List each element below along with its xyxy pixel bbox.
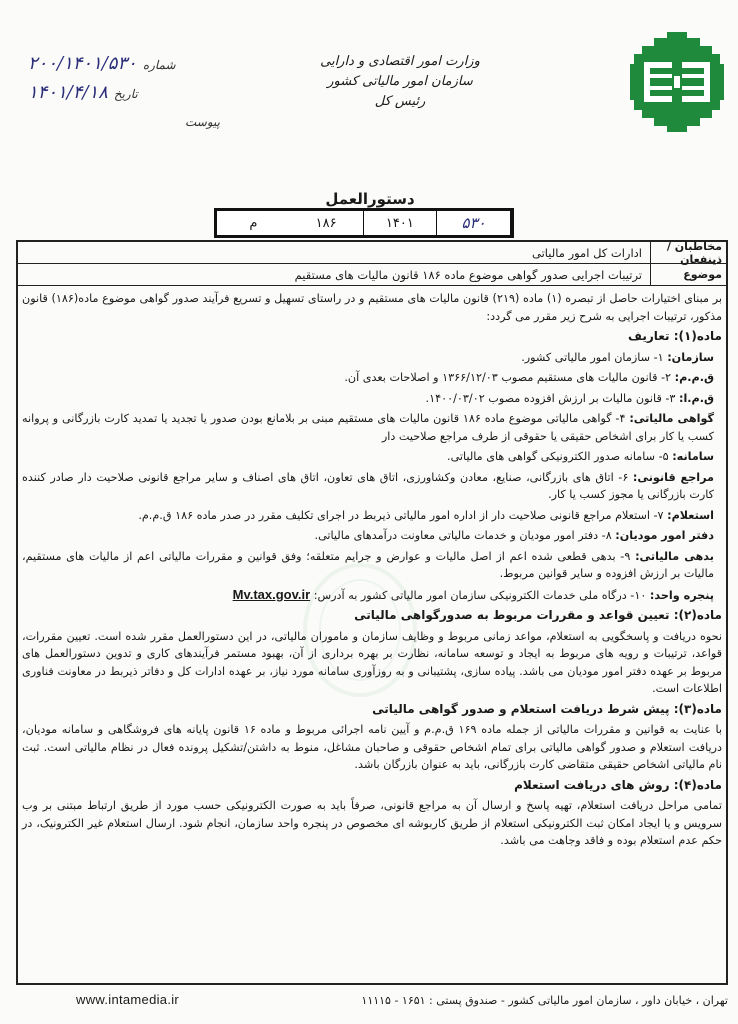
definition-term: ق.م.م: [674,371,714,384]
ministry-name: وزارت امور اقتصادی و دارایی [320,54,480,69]
definition-text: ۵- سامانه صدور الکترونیکی گواهی های مالیاتی. [447,450,669,463]
watermark-seal [300,560,420,700]
article-3-text: با عنایت به قوانین و مقررات مالیاتی از جمله ماده ۱۶۹ ق.م.م و آیین نامه اجرائی مربوط و ماده ۱۶ قانون پایانه های فروشگاهی و سامانه مودیان، دریافت استعلام و صدور گواهی مالیاتی برای تمام اشخاص حقوقی و صاحبان مشاغل، منوط به داشتن/تشکیل پرونده فعال در نظام مالیاتی است. ثبت نام مالیاتی اشخاص حقیقی متقاضی کارت بازرگانی، باید به عنوان بازرگان باشد. [22,723,723,771]
definition-item [22,349,722,367]
audience-label: مخاطبان / ذینفعان [650,242,728,263]
document-title: دستورالعمل [325,190,415,208]
date-value: ۱۴۰۱/۴/۱۸ [28,82,108,103]
ministry-header [300,52,500,112]
definition-item [22,469,722,504]
number-label: شماره [142,58,176,72]
definition-item [22,369,722,387]
definition-text: ۱۰- درگاه ملی خدمات الکترونیکی سازمان امور مالیاتی کشور به آدرس: [313,588,647,602]
definition-term: سامانه: [672,450,714,463]
definition-term: بدهی مالیاتی: [635,549,714,563]
subject-value: ترتیبات اجرایی صدور گواهی موضوع ماده ۱۸۶ قانون مالیات های مستقیم [294,267,642,282]
definition-term: مراجع قانونی: [632,470,714,484]
definition-text: ۸- دفتر امور مودیان و خدمات مالیاتی معاونت درآمدهای مالیاتی. [314,529,612,542]
article-2-heading: ماده(۲): تعیین قواعد و مقررات مربوط به صدورگواهی مالیاتی [354,608,722,622]
subject-row [16,264,728,286]
website-link[interactable]: www.intamedia.ir [76,992,180,1007]
audience-row [16,239,728,266]
definition-term: گواهی مالیاتی: [629,412,714,425]
definition-item [22,448,722,466]
postal-address: تهران ، خیابان داور ، سازمان امور مالیاتی کشور - صندوق پستی : ۱۶۵۱ - ۱۱۱۱۵ [361,994,728,1007]
definition-term: سازمان: [667,350,714,364]
definition-term: ق.م.ا: [678,391,714,405]
position-title: رئیس کل [374,94,426,109]
tax-organization-logo [630,32,724,132]
definition-term: استعلام: [667,508,714,522]
date-label: تاریخ [113,87,138,101]
strip-cell: ۱۴۰۱ [364,211,438,235]
definition-term: دفتر امور مودیان: [615,529,714,542]
intro-paragraph: بر مبنای اختیارات حاصل از تبصره (۱) ماده (۲۱۹) قانون مالیات های مستقیم و در راستای تسهیل و تسریع فرآیند صدور گواهی موضوع ماده(۱۸۶) قانون مذکور، ترتیبات اجرایی به شرح زیر مقرر می گردد: [22,292,722,323]
number-value: ۲۰۰/۱۴۰۱/۵۳۰ [28,53,137,74]
definition-text: ۴- گواهی مالیاتی موضوع ماده ۱۸۶ قانون مالیات های مستقیم مبنی بر بلامانع بودن صدور یا تجدید یا تمدید کارت بازرگانی و پروانه کسب یا کار برای اشخاص حقیقی یا حقوقی از طرف مراجع صلاحیت دار [22,412,714,443]
article-1-heading: ماده(۱): تعاریف [628,329,722,343]
definition-term: پنجره واحد: [649,588,714,602]
strip-cell: ۵۳۰ [437,211,511,235]
definition-text: ۲- قانون مالیات های مستقیم مصوب ۱۳۶۶/۱۲/۰۳ و اصلاحات بعدی آن. [344,371,672,384]
definition-item [22,507,722,525]
organization-name: سازمان امور مالیاتی کشور [327,74,473,89]
article-4-heading: ماده(۴): روش های دریافت استعلام [514,777,722,792]
strip-cell: م [249,215,258,231]
definition-item [22,410,722,445]
single-window-link[interactable]: Mv.tax.gov.ir [232,586,311,602]
instruction-number-strip [214,208,514,238]
letter-reference [28,50,228,136]
definition-item [22,390,722,408]
strip-cell: ۱۸۶ [290,211,364,235]
audience-value: ادارات کل امور مالیاتی [531,245,642,260]
definition-item [22,527,722,545]
definition-text: ۹- بدهی قطعی شده اعم از اصل مالیات و عوارض و جرایم متعلقه؛ وفق قوانین و مقررات مالیاتی اعم از مالیات های مستقیم، مالیات بر ارزش افزوده و سایر قوانین مربوط. [22,549,714,580]
definition-text: ۳- قانون مالیات بر ارزش افزوده مصوب ۱۴۰۰/۰۳/۰۲. [425,391,676,405]
article-3-heading: ماده(۳): پیش شرط دریافت استعلام و صدور گواهی مالیاتی [372,701,722,716]
article-2-text: نحوه دریافت و پاسخگویی به استعلام، مواعد زمانی مربوط و وظایف سازمان و ماموران مالیاتی، در این دستورالعمل مقرر شده است. تعیین مقررات، قواعد، ترتیبات و رویه های مربوط به ایجاد و توسعه سامانه، نظارت بر بهره برداری از آن، بهبود مستمر فرآیندهای کاری و تدوین دستورالعمل های مربوط بر عهده دفتر امور مودیان می باشد. پیاده سازی، پشتیبانی و به روزآوری سامانه مورد نیاز، بر عهده ادارات کل و دفاتر ذیربط در معاونت فناوری اطلاعات است. [22,629,722,695]
article-4-text: تمامی مراحل دریافت استعلام، تهیه پاسخ و ارسال آن به مراجع قانونی، صرفاً باید به صورت الکترونیکی حسب مورد از طریق ارتباط مبتنی بر وب سرویس و یا ایجاد امکان ثبت الکترونیکی استعلام از طریق کاربوشه ای مخصوص در پنجره واحد سازمان، انجام شود. ارسال استعلام غیر الکترونیک، در حکم عدم استعلام بوده و فاقد وجاهت می باشد. [22,799,722,847]
definition-text: ۶- اتاق های بازرگانی، صنایع، معادن وکشاورزی، اتاق های تعاون، اتاق های اصناف و سایر مراجع قانونی صلاحیت دار صادر کننده کارت بازرگانی یا مجوز کسب یا کار. [22,470,714,501]
attachment-label: پیوست [185,115,220,129]
subject-label: موضوع [650,264,728,285]
definition-text: ۷- استعلام مراجع قانونی صلاحیت دار از اداره امور مالیاتی ذیربط در اجرای تکلیف مقرر در صدر ماده ۱۸۶ ق.م.م. [138,508,664,522]
page-footer [16,992,728,1014]
definition-text: ۱- سازمان امور مالیاتی کشور. [521,350,664,364]
